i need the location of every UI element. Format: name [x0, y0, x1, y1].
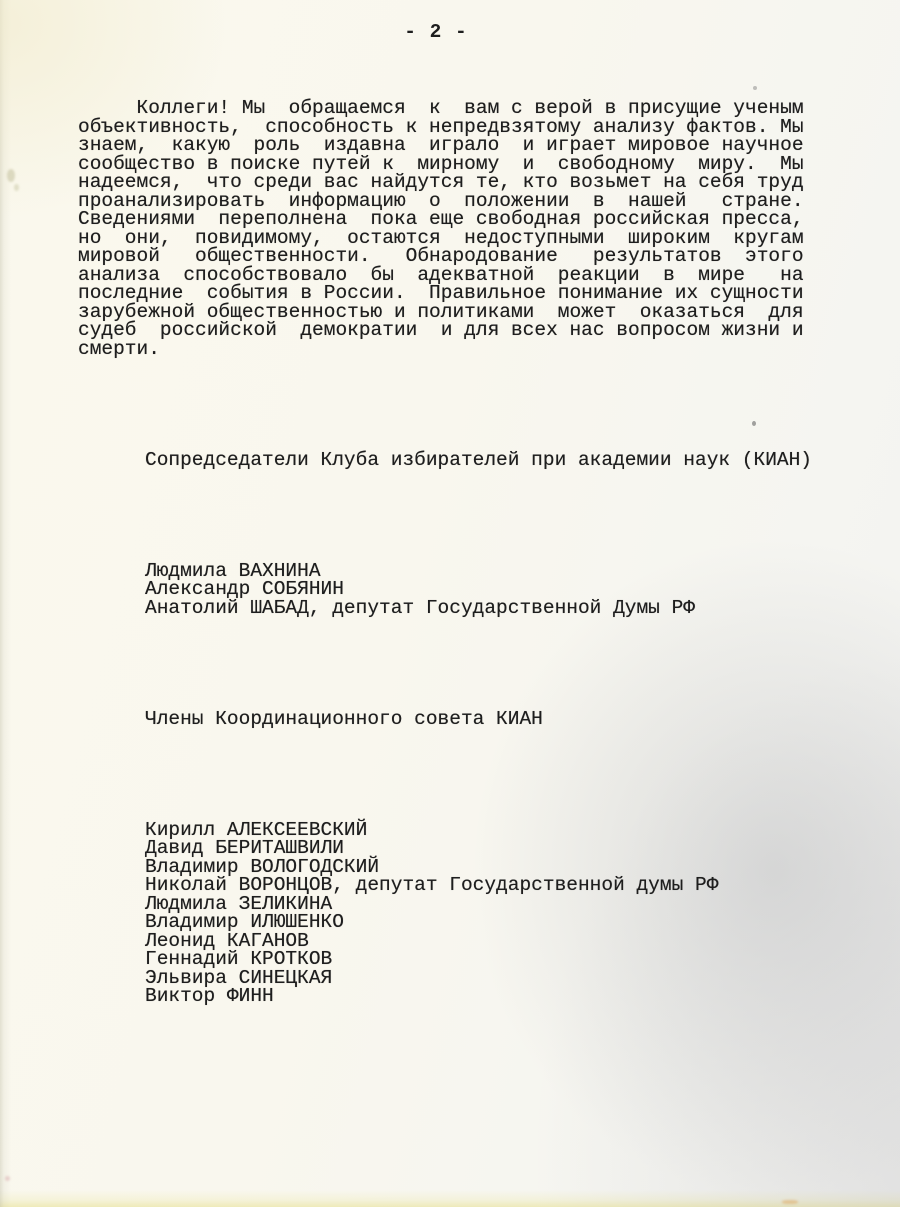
page-number: - 2 - [404, 21, 468, 43]
text-line: Кирилл АЛЕКСЕЕВСКИЙ [145, 818, 368, 841]
blank-line [78, 654, 822, 673]
text-line: судеб российской демократии и для всех нас вопросом жизни и [78, 319, 804, 341]
text-line: знаем, какую роль издавна играло и играет мировое научное [78, 134, 804, 156]
text-line: анализа способствовало бы адекватной реакции в мире на [78, 263, 804, 286]
text-line: надеемся, что среди вас найдутся те, кто возьмет на себя труд [78, 171, 804, 193]
text-line: Эльвира СИНЕЦКАЯ [145, 966, 333, 989]
text-line: Коллеги! Мы обращаемся к вам с верой в присущие ученым [78, 97, 804, 119]
scan-stain-speck [782, 1200, 798, 1204]
text-line: Геннадий КРОТКОВ [145, 948, 333, 970]
text-line: последние события в России. Правильное понимание их сущности [78, 282, 804, 304]
text-line: но они, повидимому, остаются недоступными широким кругам [78, 226, 804, 249]
council-heading: Члены Координационного совета КИАН [145, 707, 543, 730]
blank-line [78, 765, 822, 784]
text-line: Владимир ВОЛОГОДСКИЙ [145, 855, 380, 878]
scan-stain-speck [14, 184, 19, 191]
text-line: сообщество в поиске путей к мирному и свободному миру. Мы [78, 152, 804, 175]
text-line: Владимир ИЛЮШЕНКО [145, 911, 344, 933]
text-line: Людмила ВАХНИНА [145, 559, 321, 582]
text-line: Анатолий ШАБАД, депутат Государственной Думы РФ [145, 596, 695, 619]
text-line: Виктор ФИНН [145, 985, 274, 1007]
text-line: смерти. [78, 337, 160, 360]
scan-stain-speck [5, 1176, 10, 1181]
council-members-list [145, 818, 822, 1007]
text-line: Александр СОБЯНИН [145, 578, 344, 600]
text-line: объективность, способность к непредвзятому анализу фактов. Мы [78, 115, 804, 138]
letter-paragraph [78, 99, 822, 358]
blank-line [78, 395, 822, 414]
text-line: Леонид КАГАНОВ [145, 929, 309, 952]
text-line: Николай ВОРОНЦОВ, депутат Государственной думы РФ [145, 874, 719, 896]
blank-line [78, 506, 822, 525]
text-line: Людмила ЗЕЛИКИНА [145, 892, 333, 915]
text-line: проанализировать информацию о положении в нашей стране. [78, 189, 804, 212]
text-line: мировой общественности. Обнародование результатов этого [78, 245, 804, 267]
text-line: Сведениями переполнена пока еще свободная российская пресса, [78, 208, 804, 230]
text-line: Давид БЕРИТАШВИЛИ [145, 837, 344, 859]
scan-stain-speck [7, 169, 15, 182]
text-line: зарубежной общественностью и политиками может оказаться для [78, 300, 804, 323]
letter-body [78, 62, 822, 1043]
co-chairs-list [145, 559, 822, 619]
co-chairs-heading: Сопредседатели Клуба избирателей при академии наук (КИАН) [145, 448, 813, 471]
